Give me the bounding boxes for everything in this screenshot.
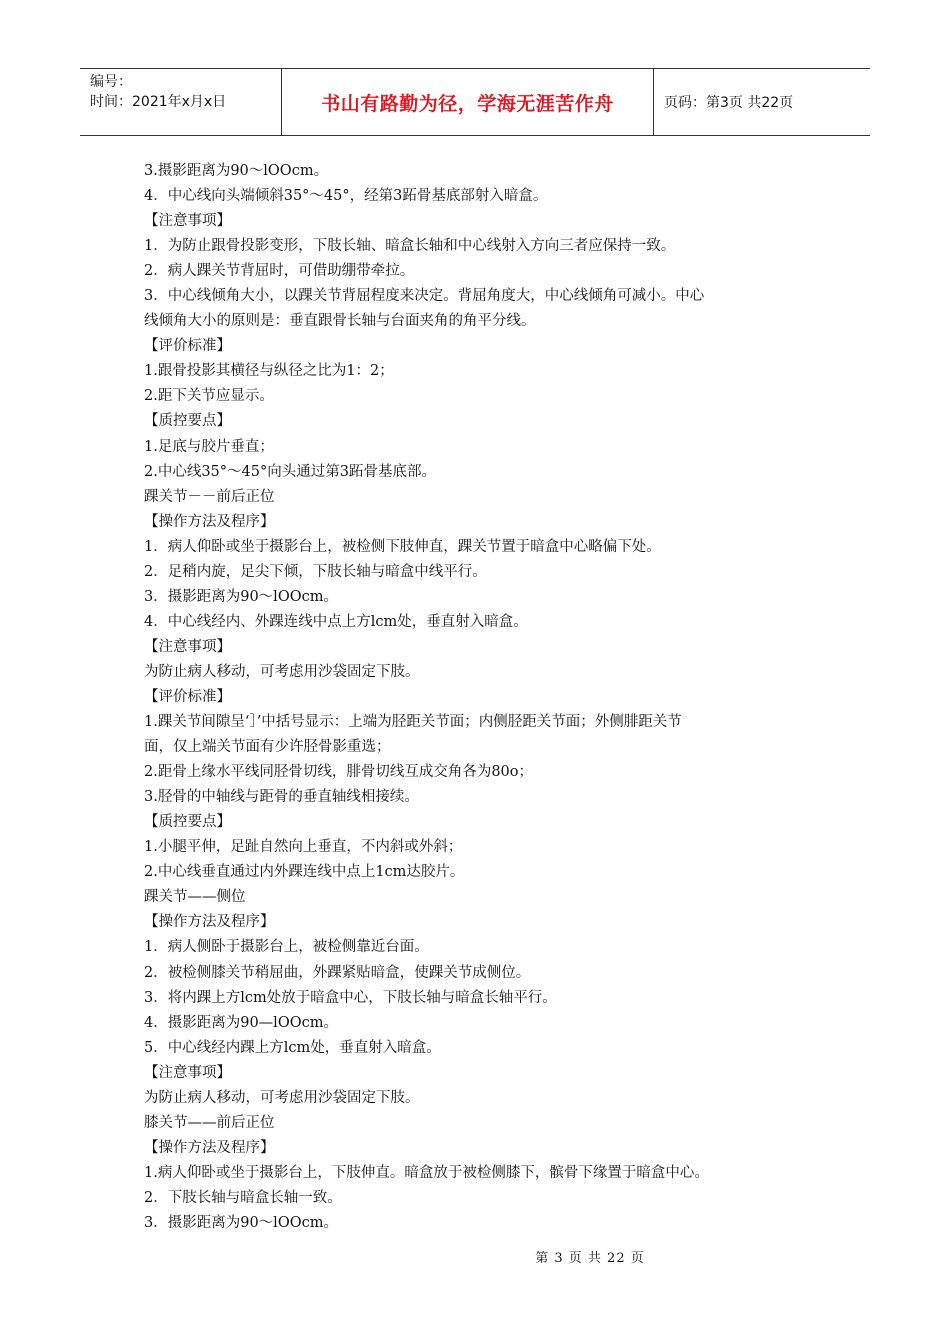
text-line: 【注意事项】 (144, 1064, 231, 1081)
text-line: 3.胫骨的中轴线与距骨的垂直轴线相接续。 (144, 789, 419, 806)
text-line: 膝关节——前后正位 (144, 1114, 275, 1131)
header-slogan-cell (282, 69, 654, 135)
document-number-label: 编号： (90, 74, 132, 90)
text-line: 3．摄影距离为90～lOOcm。 (144, 588, 338, 605)
text-line: 线倾角大小的原则是：垂直跟骨长轴与台面夹角的角平分线。 (144, 313, 536, 330)
header-slogan: 书山有路勤为径，学海无涯苦作舟 (321, 92, 614, 115)
document-date-label: 时间：2021年x月x日 (90, 94, 227, 110)
header-page-info (654, 69, 870, 135)
text-line: 4．中心线向头端倾斜35°～45°，经第3跖骨基底部射入暗盒。 (144, 188, 548, 205)
text-line: 【操作方法及程序】 (144, 914, 275, 931)
text-line: 1．病人仰卧或坐于摄影台上，被检侧下肢伸直，踝关节置于暗盒中心略偏下处。 (144, 538, 661, 555)
text-line: 1.跟骨投影其横径与纵径之比为1：2； (144, 363, 394, 380)
text-line: 踝关节——侧位 (144, 889, 246, 906)
text-line: 【评价标准】 (144, 338, 231, 355)
text-line: 1.小腿平伸，足趾自然向上垂直，不内斜或外斜； (144, 839, 463, 856)
text-line: 【评价标准】 (144, 688, 231, 705)
text-line: 2.距骨上缘水平线同胫骨切线，腓骨切线互成交角各为80o； (144, 764, 534, 781)
text-line: 1．为防止跟骨投影变形，下肢长轴、暗盒长轴和中心线射入方向三者应保持一致。 (144, 238, 676, 255)
text-line: 【注意事项】 (144, 213, 231, 230)
text-line: 2．足稍内旋，足尖下倾，下肢长轴与暗盒中线平行。 (144, 563, 487, 580)
text-line: 1．病人侧卧于摄影台上，被检侧靠近台面。 (144, 939, 429, 956)
header-page-count: 页码：第3页 共22页 (664, 95, 794, 111)
text-line: 3.摄影距离为90～lOOcm。 (144, 163, 329, 179)
text-line: 4．中心线经内、外踝连线中点上方lcm处，垂直射入暗盒。 (144, 613, 528, 630)
text-line: 1.踝关节间隙呈‘］’中括号显示：上端为胫距关节面；内侧胫距关节面；外侧腓距关节 (144, 714, 682, 731)
text-line: 为防止病人移动，可考虑用沙袋固定下肢。 (144, 663, 420, 680)
text-line: 2．病人踝关节背屈时，可借助绷带牵拉。 (144, 263, 415, 280)
text-line: 3．将内踝上方lcm处放于暗盒中心，下肢长轴与暗盒长轴平行。 (144, 989, 557, 1006)
text-line: 2.距下关节应显示。 (144, 388, 274, 405)
text-line: 【注意事项】 (144, 638, 231, 655)
text-line: 2．下肢长轴与暗盒长轴一致。 (144, 1189, 342, 1206)
text-line: 【操作方法及程序】 (144, 513, 275, 530)
text-line: 2．被检侧膝关节稍屈曲，外踝紧贴暗盒，使踝关节成侧位。 (144, 964, 531, 981)
footer-page-number: 第 3 页 共 22 页 (535, 1251, 645, 1266)
text-line: 为防止病人移动，可考虑用沙袋固定下肢。 (144, 1089, 420, 1106)
text-line: 1.病人仰卧或坐于摄影台上，下肢伸直。暗盒放于被检侧膝下，髌骨下缘置于暗盒中心。 (144, 1164, 709, 1181)
header-meta (80, 69, 282, 135)
text-line: 【质控要点】 (144, 814, 231, 831)
text-line: 踝关节－－前后正位 (144, 488, 275, 505)
page-footer (0, 1247, 950, 1266)
text-line: 【操作方法及程序】 (144, 1139, 275, 1156)
text-line: 1.足底与胶片垂直； (144, 438, 274, 455)
text-line: 2.中心线垂直通过内外踝连线中点上1cm达胶片。 (144, 864, 465, 881)
text-line: 面，仅上端关节面有少许胫骨影重选； (144, 739, 391, 756)
text-line: 3．摄影距离为90～lOOcm。 (144, 1214, 338, 1231)
page-header (80, 68, 870, 136)
text-line: 【质控要点】 (144, 413, 231, 430)
text-line: 3．中心线倾角大小，以踝关节背屈程度来决定。背屈角度大，中心线倾角可减小。中心 (144, 288, 705, 305)
text-line: 5．中心线经内踝上方lcm处，垂直射入暗盒。 (144, 1039, 441, 1056)
text-line: 4．摄影距离为90—lOOcm。 (144, 1014, 338, 1031)
document-body (144, 159, 808, 1236)
text-line: 2.中心线35°～45°向头通过第3跖骨基底部。 (144, 463, 436, 480)
